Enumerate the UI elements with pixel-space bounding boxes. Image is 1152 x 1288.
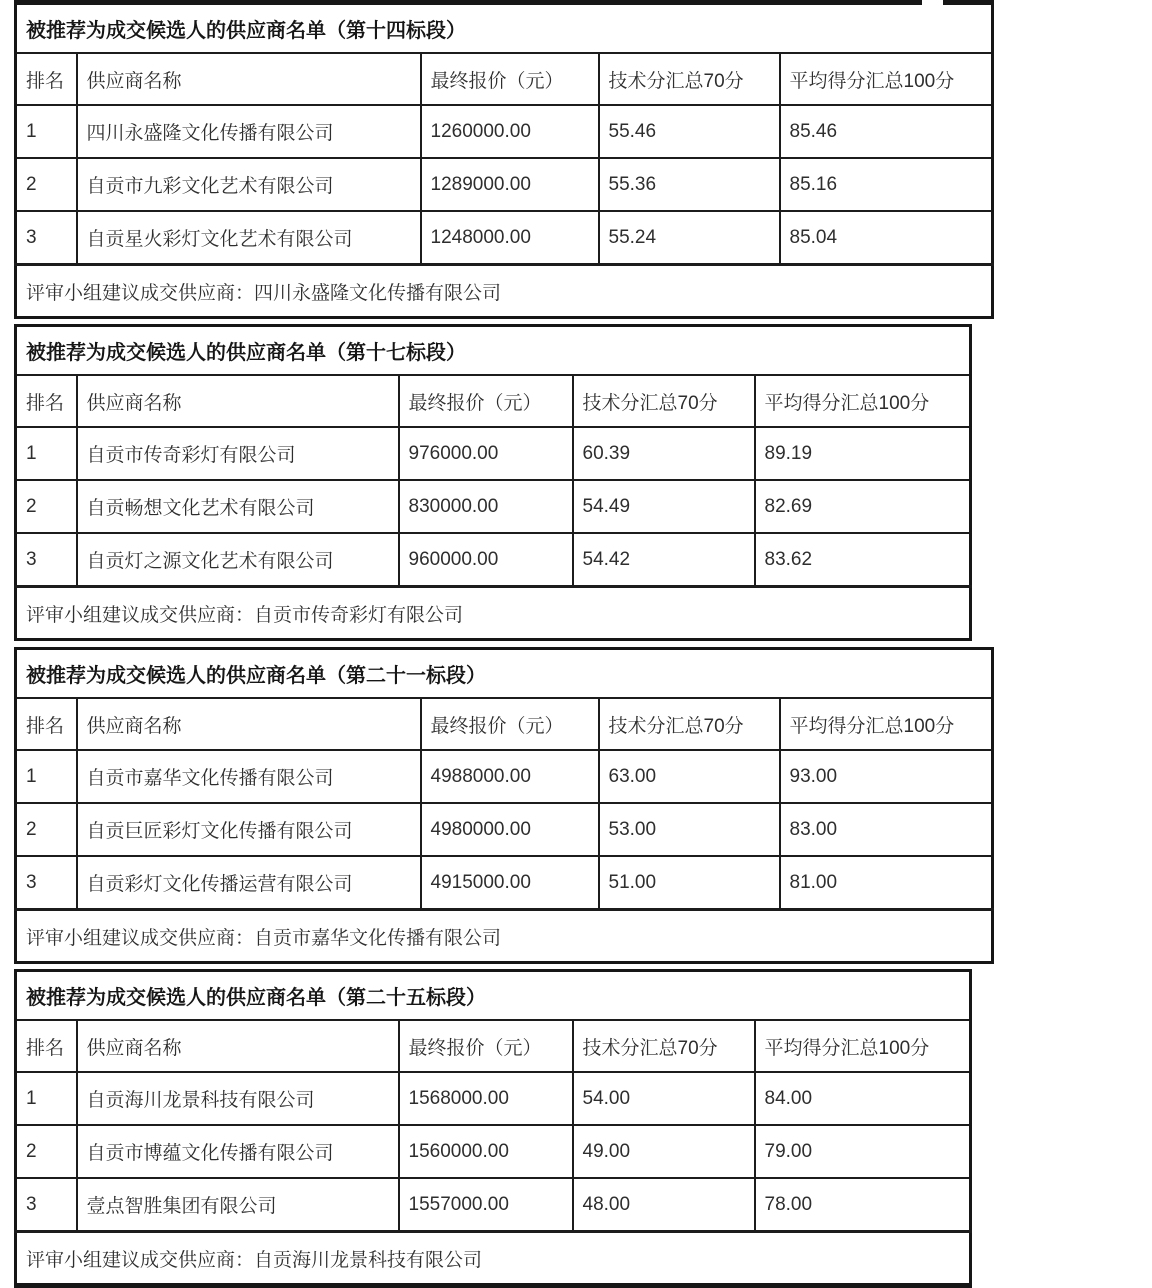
tech-score-cell: 55.46 [599,105,780,158]
table-row [16,803,993,856]
table-row [16,427,971,480]
avg-score-header: 平均得分汇总100分 [755,375,971,427]
final-price-header: 最终报价（元） [421,53,599,105]
rank-cell: 3 [16,211,77,265]
table-row [16,158,993,211]
supplier-cell: 自贡灯之源文化艺术有限公司 [77,533,399,587]
tech-score-header: 技术分汇总70分 [599,53,780,105]
avg-score-cell: 82.69 [755,480,971,533]
final-price-header: 最终报价（元） [399,1020,573,1072]
avg-score-cell: 79.00 [755,1125,971,1178]
final-price-header: 最终报价（元） [421,698,599,750]
final-price-cell: 976000.00 [399,427,573,480]
tech-score-cell: 53.00 [599,803,780,856]
tech-score-cell: 54.49 [573,480,755,533]
recommended-supplier-row [16,265,993,318]
avg-score-cell: 81.00 [780,856,993,910]
supplier-header: 供应商名称 [77,1020,399,1072]
final-price-header: 最终报价（元） [399,375,573,427]
avg-score-cell: 83.00 [780,803,993,856]
bid-results-table-section-17 [14,324,972,641]
table-row [16,1125,971,1178]
avg-score-cell: 89.19 [755,427,971,480]
tech-score-cell: 48.00 [573,1178,755,1232]
top-border-gap [922,0,943,6]
rank-cell: 1 [16,105,77,158]
rank-cell: 3 [16,533,77,587]
final-price-cell: 1568000.00 [399,1072,573,1125]
avg-score-cell: 85.46 [780,105,993,158]
table-row [16,750,993,803]
rank-header: 排名 [16,53,77,105]
final-price-cell: 1260000.00 [421,105,599,158]
supplier-cell: 自贡星火彩灯文化艺术有限公司 [77,211,421,265]
bid-results-table-section-25 [14,969,972,1288]
rank-cell: 3 [16,856,77,910]
rank-header: 排名 [16,698,77,750]
table-row [16,480,971,533]
tech-score-cell: 63.00 [599,750,780,803]
table-title-row [16,3,993,54]
supplier-header: 供应商名称 [77,53,421,105]
avg-score-cell: 93.00 [780,750,993,803]
final-price-cell: 4988000.00 [421,750,599,803]
final-price-cell: 1289000.00 [421,158,599,211]
rank-cell: 2 [16,1125,77,1178]
table-header-row [16,698,993,750]
avg-score-cell: 85.16 [780,158,993,211]
final-price-cell: 830000.00 [399,480,573,533]
supplier-cell: 自贡彩灯文化传播运营有限公司 [77,856,421,910]
tech-score-cell: 55.24 [599,211,780,265]
rank-cell: 3 [16,1178,77,1232]
supplier-cell: 自贡畅想文化艺术有限公司 [77,480,399,533]
table-row [16,211,993,265]
avg-score-cell: 78.00 [755,1178,971,1232]
table-title-row [16,649,993,699]
table-row [16,856,993,910]
final-price-cell: 960000.00 [399,533,573,587]
recommended-supplier-row [16,1232,971,1286]
recommended-supplier-text: 评审小组建议成交供应商：自贡市传奇彩灯有限公司 [16,587,971,640]
tech-score-header: 技术分汇总70分 [573,375,755,427]
supplier-header: 供应商名称 [77,698,421,750]
table-title-row [16,971,971,1021]
supplier-cell: 自贡市传奇彩灯有限公司 [77,427,399,480]
tech-score-cell: 51.00 [599,856,780,910]
table-header-row [16,1020,971,1072]
table-row [16,105,993,158]
recommended-supplier-text: 评审小组建议成交供应商：自贡市嘉华文化传播有限公司 [16,910,993,963]
supplier-cell: 自贡市博蕴文化传播有限公司 [77,1125,399,1178]
supplier-cell: 壹点智胜集团有限公司 [77,1178,399,1232]
avg-score-header: 平均得分汇总100分 [755,1020,971,1072]
bid-results-table-section-21 [14,647,994,964]
rank-cell: 1 [16,1072,77,1125]
recommended-supplier-text: 评审小组建议成交供应商：四川永盛隆文化传播有限公司 [16,265,993,318]
table-row [16,533,971,587]
tech-score-cell: 55.36 [599,158,780,211]
table-title-row [16,326,971,376]
table-title: 被推荐为成交候选人的供应商名单（第二十五标段） [16,971,971,1021]
table-header-row [16,53,993,105]
table-title: 被推荐为成交候选人的供应商名单（第十七标段） [16,326,971,376]
final-price-cell: 1248000.00 [421,211,599,265]
final-price-cell: 1560000.00 [399,1125,573,1178]
avg-score-cell: 84.00 [755,1072,971,1125]
avg-score-cell: 85.04 [780,211,993,265]
recommended-supplier-row [16,910,993,963]
avg-score-cell: 83.62 [755,533,971,587]
table-row [16,1178,971,1232]
supplier-cell: 四川永盛隆文化传播有限公司 [77,105,421,158]
rank-cell: 2 [16,158,77,211]
recommended-supplier-text: 评审小组建议成交供应商：自贡海川龙景科技有限公司 [16,1232,971,1286]
avg-score-header: 平均得分汇总100分 [780,698,993,750]
table-title: 被推荐为成交候选人的供应商名单（第十四标段） [16,3,993,54]
table-row [16,1072,971,1125]
bid-results-table-section-14 [14,0,994,319]
tech-score-header: 技术分汇总70分 [573,1020,755,1072]
final-price-cell: 1557000.00 [399,1178,573,1232]
supplier-cell: 自贡市嘉华文化传播有限公司 [77,750,421,803]
supplier-cell: 自贡市九彩文化艺术有限公司 [77,158,421,211]
rank-cell: 1 [16,750,77,803]
tech-score-cell: 54.42 [573,533,755,587]
table-title: 被推荐为成交候选人的供应商名单（第二十一标段） [16,649,993,699]
tech-score-header: 技术分汇总70分 [599,698,780,750]
tech-score-cell: 60.39 [573,427,755,480]
table-header-row [16,375,971,427]
avg-score-header: 平均得分汇总100分 [780,53,993,105]
rank-cell: 2 [16,803,77,856]
rank-header: 排名 [16,1020,77,1072]
supplier-header: 供应商名称 [77,375,399,427]
tech-score-cell: 54.00 [573,1072,755,1125]
rank-cell: 1 [16,427,77,480]
final-price-cell: 4915000.00 [421,856,599,910]
rank-header: 排名 [16,375,77,427]
rank-cell: 2 [16,480,77,533]
supplier-cell: 自贡海川龙景科技有限公司 [77,1072,399,1125]
supplier-cell: 自贡巨匠彩灯文化传播有限公司 [77,803,421,856]
tech-score-cell: 49.00 [573,1125,755,1178]
recommended-supplier-row [16,587,971,640]
final-price-cell: 4980000.00 [421,803,599,856]
